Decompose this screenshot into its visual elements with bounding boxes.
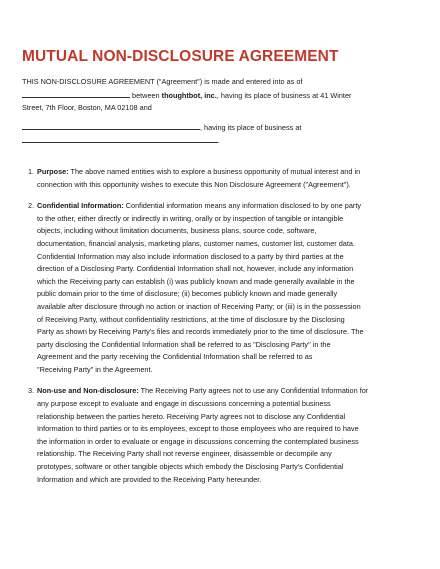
clause-heading: Confidential Information: <box>37 201 124 211</box>
clause-line: Confidential Information may also include information disclosed to a party by third parties at the <box>37 251 344 261</box>
clause-text <box>37 166 418 191</box>
clause-heading: Purpose: <box>37 166 69 176</box>
clause-line: any purpose except to evaluate and engage in discussions concerning a potential business <box>37 399 331 409</box>
clause-line: The above named entities wish to explore a business opportunity of mutual interest and in <box>68 166 361 176</box>
clause-non-use-non-disclosure <box>22 385 418 486</box>
intro-line-2 <box>22 89 418 103</box>
clause-confidential-information <box>22 200 418 376</box>
clause-line: objects, including without limitation documents, business plans, source code, software, <box>37 226 317 236</box>
clause-line: public domain prior to the time of disclosure; (ii) becomes publicly known and made generally <box>37 289 338 299</box>
clause-text <box>37 200 418 376</box>
party2-period: . <box>218 136 221 146</box>
clause-line: of Receiving Party, without confidentiality restrictions, at the time of disclosure by the Disclosing <box>37 314 345 324</box>
clause-line: Confidential information means any information disclosed to by one party <box>123 201 362 211</box>
clause-purpose <box>22 166 418 191</box>
clause-line: direction of a Disclosing Party. Confidential Information shall not, however, include any information <box>37 264 354 274</box>
clause-number: 1. <box>28 166 35 176</box>
party2-name-blank-field[interactable] <box>22 121 200 130</box>
clause-line: to the other, either directly or indirectly in writing, orally or by inspection of tangible or intangible <box>37 213 344 223</box>
clause-number: 3. <box>28 386 35 396</box>
clause-line: prototypes, software or other tangible objects which embody the Disclosing Party's Confidential <box>37 462 344 472</box>
clause-line: documentation, financial analysis, marketing plans, customer names, customer list, customer data. <box>37 238 355 248</box>
intro-line-1: THIS NON-DISCLOSURE AGREEMENT ("Agreement") is made and entered into as of <box>22 77 303 86</box>
date-blank-field[interactable] <box>22 89 130 98</box>
clause-line: relationship between the parties hereto. Receiving Party agrees not to disclose any Confidential <box>37 411 346 421</box>
intro-line-4 <box>22 121 418 135</box>
party2-text: , having its place of business at <box>200 122 302 132</box>
intro-line-3: Street, 7th Floor, Boston, MA 02108 and <box>22 103 152 113</box>
clause-number: 2. <box>28 201 35 211</box>
clause-line: available after disclosure through no action or inaction of Receiving Party; or (iii) is in the possession <box>37 301 361 311</box>
clause-line: party disclosing the Confidential Information shall be referred to as "Disclosing Party" in the <box>37 339 331 349</box>
clause-list <box>22 166 418 486</box>
document-title: MUTUAL NON-DISCLOSURE AGREEMENT <box>22 48 339 65</box>
party2-address-blank-field[interactable] <box>22 134 221 146</box>
clause-text <box>37 385 418 486</box>
clause-line: Party as shown by Receiving Party's files and records immediately prior to the time of disclosure. The <box>37 327 364 337</box>
clause-line: "Receiving Party" in the Agreement. <box>37 364 153 374</box>
clause-line: which the Receiving party can establish (i) was publicly known and made generally available in the <box>37 276 355 286</box>
intro-paragraph <box>22 76 418 148</box>
clause-heading: Non-use and Non-disclosure: <box>37 386 139 396</box>
clause-line: relationship. The Receiving Party shall not reverse engineer, disassemble or decompile any <box>37 449 332 459</box>
intro-line-5 <box>22 134 418 148</box>
clause-line: connection with this opportunity wishes to execute this Non Disclosure Agreement ("Agreement"). <box>37 179 351 189</box>
between-text: between <box>132 90 160 100</box>
clause-line: Agreement and the party receiving the Confidential Information shall be referred to as <box>37 352 313 362</box>
company-name: thoughtbot, inc. <box>161 90 217 100</box>
clause-line: The Receiving Party agrees not to use any Confidential Information for <box>138 386 369 396</box>
clause-line: the information in order to evaluate or engage in discussions concerning the contemplated business <box>37 436 359 446</box>
clause-line: Information to third parties or to its employees, except to those employees who are required to have <box>37 424 359 434</box>
clause-line: Information and which are provided to the Receiving Party hereunder. <box>37 474 262 484</box>
company-address-start: , having its place of business at 41 Winter <box>216 90 352 100</box>
